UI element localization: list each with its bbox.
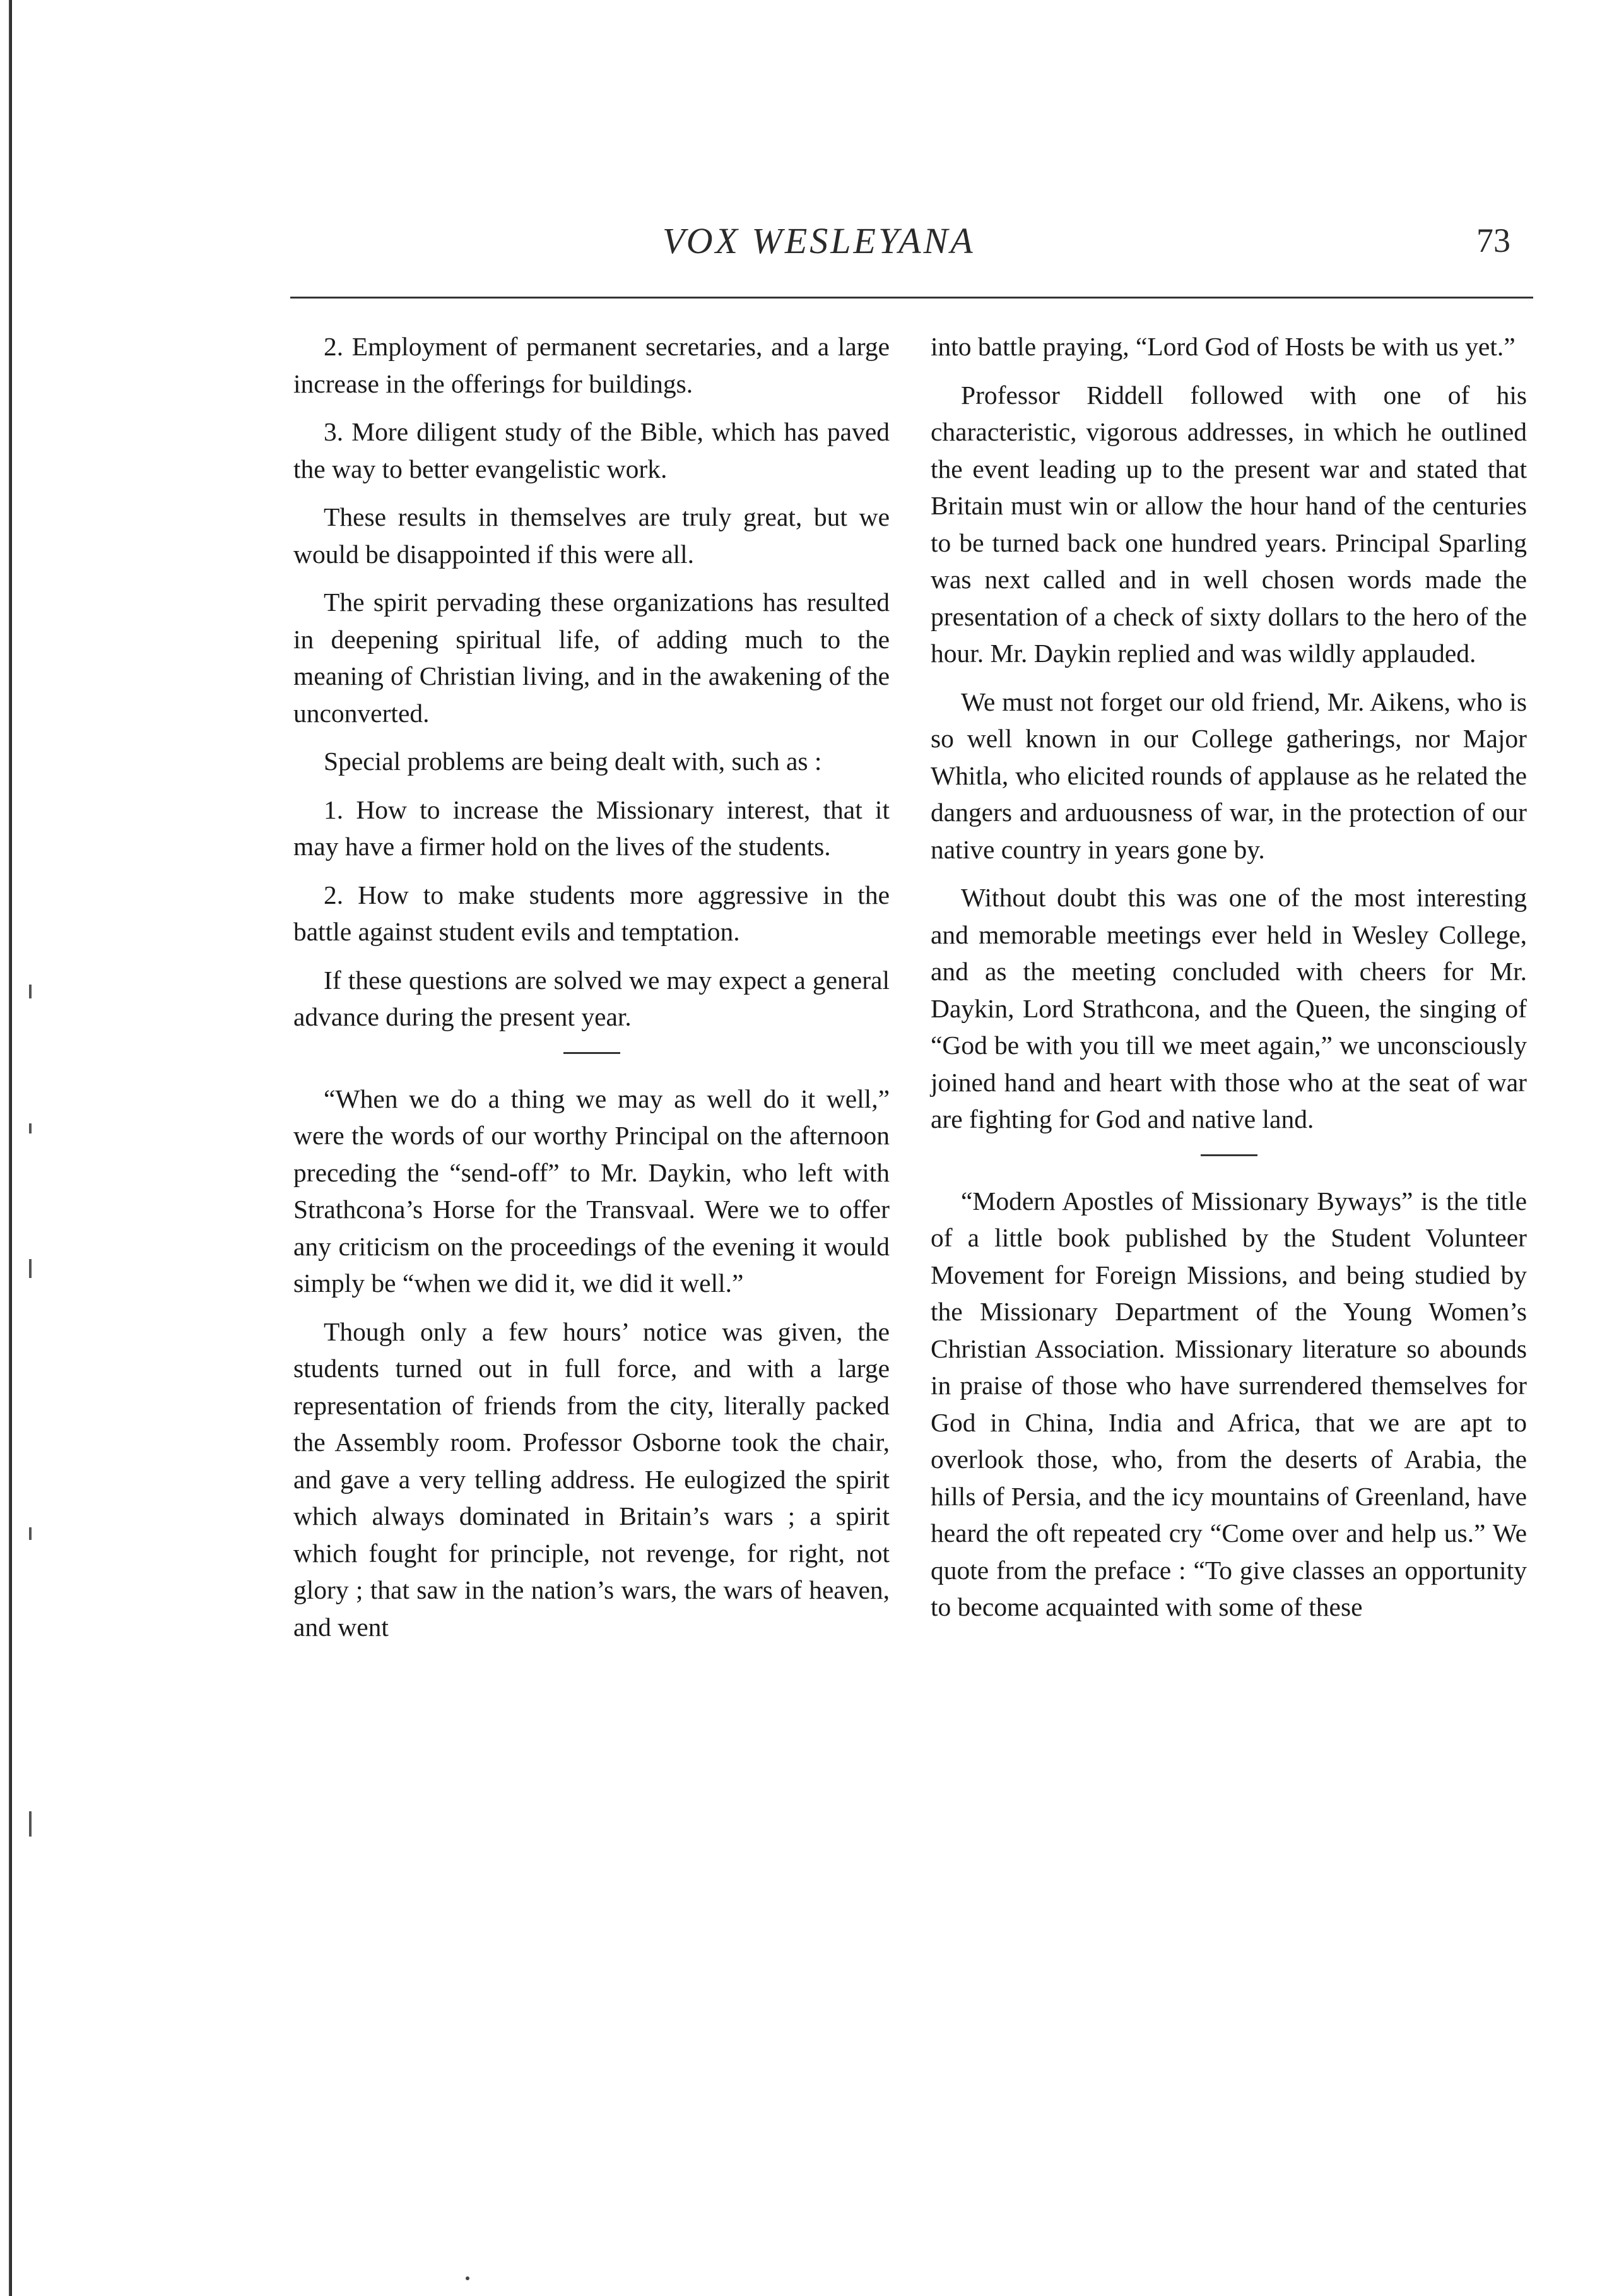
edge-speck xyxy=(29,1811,32,1837)
paragraph: Without doubt this was one of the most interesting and memorable meetings ever held in Wesley College, and as the meeting concluded with cheers for Mr. Daykin, Lord Strathcona, and the Queen, the singing of “God be with you till we meet again,” we unconsciously joined hand and heart with those who at the seat of war are fighting for God and native land. xyxy=(931,883,1527,1133)
paragraph: If these questions are solved we may expect a general advance during the present year. xyxy=(293,965,890,1031)
page-number: 73 xyxy=(1476,222,1510,259)
paragraph: 2. How to make students more aggressive in the battle against student evils and temptation. xyxy=(293,880,890,946)
paragraph: 3. More diligent study of the Bible, which has paved the way to better evangelistic work. xyxy=(293,417,890,483)
paragraph: We must not forget our old friend, Mr. Aikens, who is so well known in our College gatherings, nor Major Whitla, who elicited rounds of applause as he related the dangers and arduousness of war, in the protection of our native country in years gone by. xyxy=(931,687,1527,864)
paragraph: 2. Employment of permanent secretaries, and a large increase in the offerings for buildings. xyxy=(293,332,890,398)
paragraph: Professor Riddell followed with one of his characteristic, vigorous addresses, in which he outlined the event leading up to the present war and stated that Britain must win or allow the hour hand of the centuries to be turned back one hundred years. Principal Sparling was next called and in well chosen words made the presentation of a check of sixty dollars to the hero of the hour. Mr. Daykin replied and was wildly applauded. xyxy=(931,380,1527,668)
paragraph: Though only a few hours’ notice was given, the students turned out in full force, and with a large representation of friends from the city, literally packed the Assembly room. Professor Osborne took the chair, and gave a very telling address. He eulogized the spirit which always dominated in Britain’s wars ; a spirit which fought for principle, not revenge, for right, not glory ; that saw in the nation’s wars, the wars of heaven, and went xyxy=(293,1317,890,1642)
right-column xyxy=(931,328,1527,1637)
left-column xyxy=(293,328,890,1657)
edge-speck xyxy=(29,1527,32,1540)
edge-speck xyxy=(29,985,32,998)
header-rule xyxy=(290,297,1533,299)
paragraph: These results in themselves are truly great, but we would be disappointed if this were all. xyxy=(293,502,890,569)
section-break-rule xyxy=(1201,1154,1257,1156)
paragraph: into battle praying, “Lord God of Hosts be with us yet.” xyxy=(931,332,1516,361)
paragraph: The spirit pervading these organizations has resulted in deepening spiritual life, of adding much to the meaning of Christian living, and in the awakening of the unconverted. xyxy=(293,588,890,728)
paragraph: “When we do a thing we may as well do it well,” were the words of our worthy Principal on the afternoon preceding the “send-off” to Mr. Daykin, who left with Strathcona’s Horse for the Transvaal. Were we to offer any criticism on the proceedings of the evening it would simply be “when we did it, we did it well.” xyxy=(293,1084,890,1298)
paragraph: 1. How to increase the Missionary interest, that it may have a firmer hold on the lives of the students. xyxy=(293,795,890,861)
edge-speck xyxy=(29,1259,32,1278)
section-break-rule xyxy=(563,1052,620,1054)
running-head: VOX WESLEYANA xyxy=(662,220,975,261)
edge-speck xyxy=(29,1123,32,1133)
page-scan-edge xyxy=(9,0,12,2296)
paragraph: Special problems are being dealt with, such as : xyxy=(324,747,822,776)
paragraph: “Modern Apostles of Missionary Byways” is the title of a little book published by the Student Volunteer Movement for Foreign Missions, and being studied by the Missionary Department of the Young Women’s Christian Association. Missionary literature so abounds in praise of those who have surrendered themselves for God in China, India and Africa, that we are apt to overlook those, who, from the deserts of Arabia, the hills of Persia, and the icy mountains of Greenland, have heard the oft repeated cry “Come over and help us.” We quote from the preface : “To give classes an opportunity to become acquainted with some of these xyxy=(931,1186,1527,1621)
ink-speck xyxy=(466,2276,469,2280)
